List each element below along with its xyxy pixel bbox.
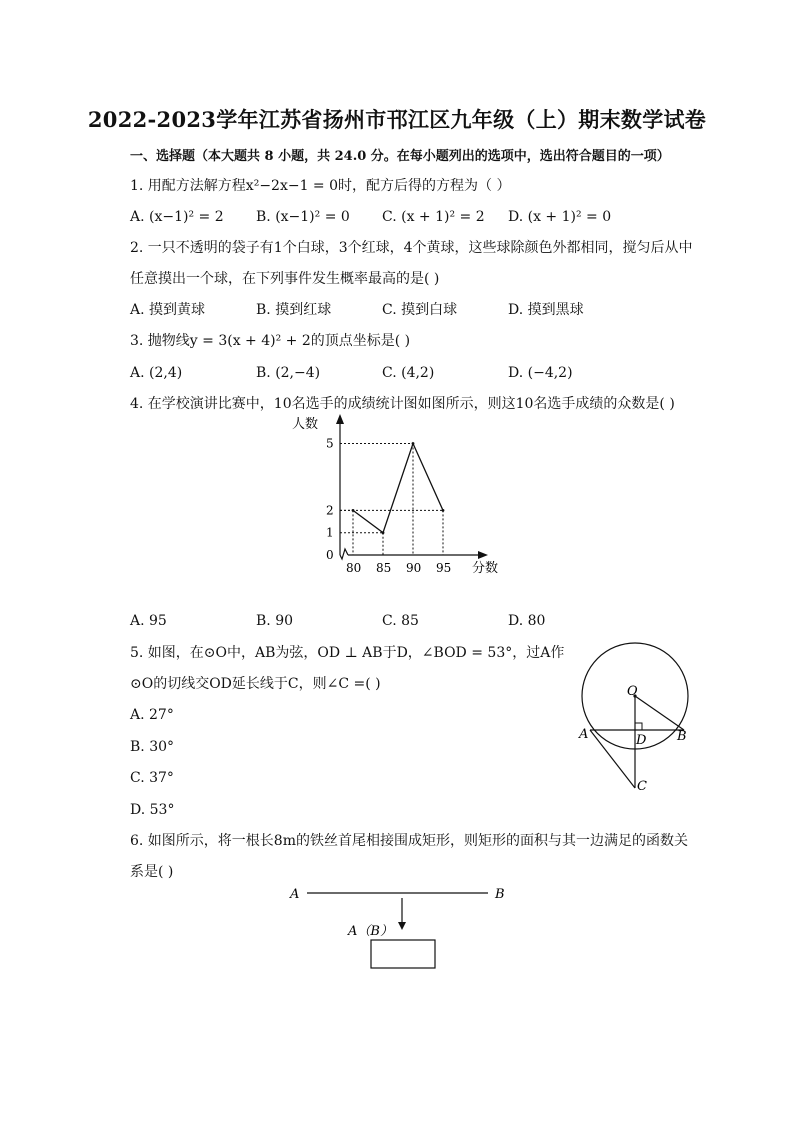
section-heading: 一、选择题（本大题共 8 小题，共 24.0 分。在每小题列出的选项中，选出符合题目的一项） xyxy=(130,149,670,164)
question-1-stem: 1. 用配方法解方程x²−2x−1 = 0时，配方后得的方程为（ ） xyxy=(130,178,511,194)
question-5-stem-line2: ⊙O的切线交OD延长线于C，则∠C =( ) xyxy=(130,676,381,692)
data-point-80 xyxy=(352,509,355,512)
q1-option-c: C. (x + 1)² = 2 xyxy=(382,209,485,225)
q1-option-a: A. (x−1)² = 2 xyxy=(130,209,224,225)
data-point-90 xyxy=(412,442,415,445)
y-tick-label-1: 1 xyxy=(326,525,334,540)
q4-option-a: A. 95 xyxy=(130,613,167,629)
axis-break xyxy=(340,549,348,559)
q3-option-b: B. (2,−4) xyxy=(256,365,321,381)
q3-option-a: A. (2,4) xyxy=(130,365,183,381)
question-3-stem: 3. 抛物线y = 3(x + 4)² + 2的顶点坐标是( ) xyxy=(130,333,411,349)
q3-option-c: C. (4,2) xyxy=(382,365,435,381)
data-point-95 xyxy=(442,509,445,512)
right-angle-mark xyxy=(635,723,642,730)
x-tick-label-85: 85 xyxy=(376,561,392,575)
y-axis-label: 人数 xyxy=(292,417,319,432)
q2-option-b: B. 摸到红球 xyxy=(256,302,332,318)
x-tick-label-90: 90 xyxy=(406,561,422,575)
q1-option-d: D. (x + 1)² = 0 xyxy=(508,209,612,225)
question-6-stem-line1: 6. 如图所示，将一根长8m的铁丝首尾相接围成矩形，则矩形的面积与其一边满足的函数关 xyxy=(130,833,688,849)
label-ab-joined: A（B） xyxy=(348,924,393,939)
question-5-stem-line1: 5. 如图，在⊙O中，AB为弦，OD ⊥ AB于D，∠BOD = 53°，过A作 xyxy=(130,645,565,661)
data-point-85 xyxy=(382,531,385,534)
q5-option-b: B. 30° xyxy=(130,739,175,755)
arrow-head xyxy=(398,922,406,930)
q1-option-b: B. (x−1)² = 0 xyxy=(256,209,350,225)
q5-option-c: C. 37° xyxy=(130,770,174,786)
label-b: B xyxy=(677,729,687,744)
label-c: C xyxy=(637,779,647,794)
q4-option-b: B. 90 xyxy=(256,613,294,629)
question-2-stem-line1: 2. 一只不透明的袋子有1个白球，3个红球，4个黄球，这些球除颜色外都相同，搅匀后从中 xyxy=(130,240,693,256)
tangent-ac xyxy=(590,730,635,788)
q3-option-d: D. (−4,2) xyxy=(508,365,573,381)
label-a: A xyxy=(579,727,589,742)
x-tick-label-95: 95 xyxy=(436,561,452,575)
q2-option-a: A. 摸到黄球 xyxy=(130,302,206,318)
q4-option-d: D. 80 xyxy=(508,613,546,629)
y-tick-label-2: 2 xyxy=(326,503,334,518)
label-wire-b: B xyxy=(495,887,505,902)
score-chart xyxy=(290,412,510,582)
q4-option-c: C. 85 xyxy=(382,613,419,629)
wire-figure xyxy=(285,880,525,975)
rectangle-shape xyxy=(371,940,435,968)
question-4-stem: 4. 在学校演讲比赛中，10名选手的成绩统计图如图所示，则这10名选手成绩的众数是( ) xyxy=(130,396,675,412)
label-wire-a: A xyxy=(290,887,300,902)
y-axis-arrow xyxy=(336,414,344,424)
x-axis-arrow xyxy=(478,551,488,559)
question-6-stem-line2: 系是( ) xyxy=(130,864,174,880)
y-tick-label-0: 0 xyxy=(326,548,334,562)
y-tick-label-5: 5 xyxy=(326,436,334,451)
series-line xyxy=(353,444,443,533)
question-2-stem-line2: 任意摸出一个球，在下列事件发生概率最高的是( ) xyxy=(130,271,440,287)
page-title: 2022-2023学年江苏省扬州市邗江区九年级（上）期末数学试卷 xyxy=(87,107,707,132)
x-axis-label: 分数 xyxy=(472,561,499,576)
q2-option-d: D. 摸到黑球 xyxy=(508,302,584,318)
label-d: D xyxy=(636,733,647,748)
q5-option-a: A. 27° xyxy=(130,707,174,723)
x-tick-label-80: 80 xyxy=(346,561,362,575)
q2-option-c: C. 摸到白球 xyxy=(382,302,458,318)
circle-figure xyxy=(570,630,700,800)
q5-option-d: D. 53° xyxy=(130,802,175,818)
label-o: O xyxy=(627,684,638,699)
